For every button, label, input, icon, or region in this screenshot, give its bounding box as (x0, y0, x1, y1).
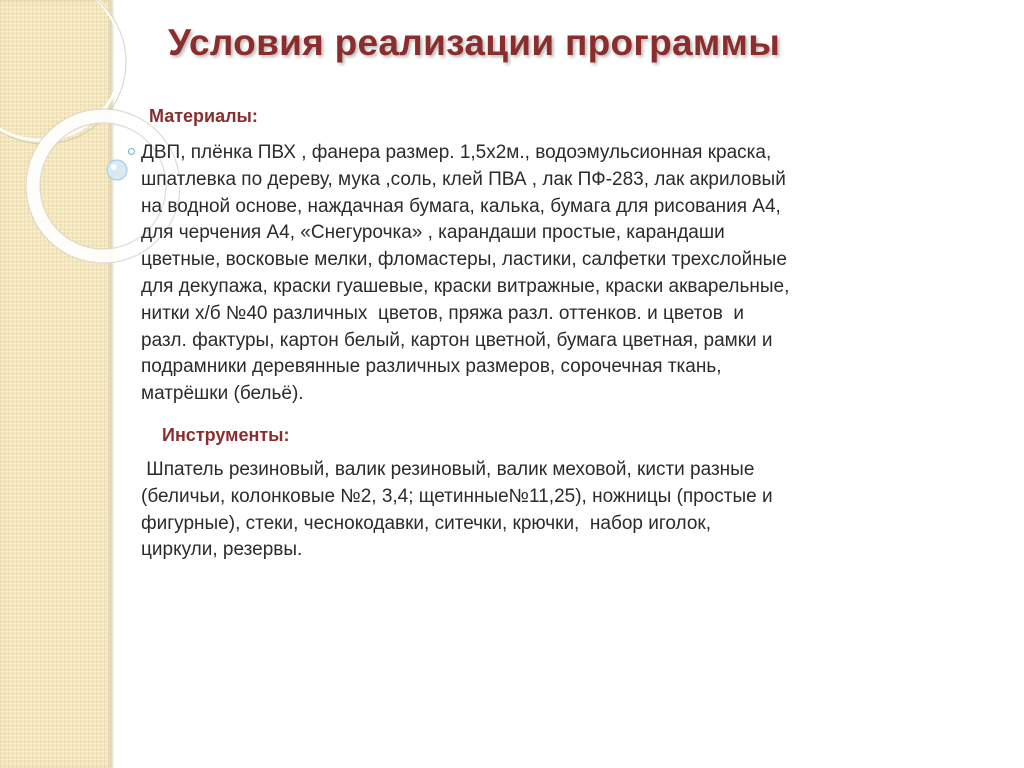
materials-line: подрамники деревянные различных размеров, сорочечная ткань, (141, 356, 722, 378)
materials-line: шпатлевка по дереву, мука ,соль, клей ПВА , лак ПФ-283, лак акриловый (141, 168, 786, 190)
materials-line: для декупажа, краски гуашевые, краски витражные, краски акварельные, (141, 275, 790, 297)
materials-heading: Материалы: (149, 106, 258, 126)
materials-line: на водной основе, наждачная бумага, калька, бумага для рисования А4, (141, 195, 781, 217)
tools-list (141, 457, 991, 564)
materials-line: матрёшки (бельё). (141, 383, 304, 405)
side-panel-edge (110, 0, 114, 768)
materials-line: цветные, восковые мелки, фломастеры, ластики, салфетки трехслойные (141, 249, 787, 271)
materials-list (141, 140, 991, 408)
materials-line: нитки х/б №40 различных цветов, пряжа разл. оттенков. и цветов и (141, 302, 744, 324)
hollow-circle-bullet-icon (128, 148, 135, 155)
materials-line: разл. фактуры, картон белый, картон цветной, бумага цветная, рамки и (141, 329, 773, 351)
slide-title: Условия реализации программы (168, 22, 781, 63)
tools-line: циркули, резервы. (141, 539, 303, 561)
tools-line: (беличьи, колонковые №2, 3,4; щетинные№11,25), ножницы (простые и (141, 485, 773, 507)
materials-line: для черчения А4, «Снегурочка» , карандаши простые, карандаши (141, 222, 725, 244)
tools-line: фигурные), стеки, чеснокодавки, ситечки, крючки, набор иголок, (141, 512, 711, 534)
tools-heading: Инструменты: (162, 425, 290, 445)
materials-line: ДВП, плёнка ПВХ , фанера размер. 1,5х2м., водоэмульсионная краска, (141, 142, 772, 163)
side-panel (0, 0, 112, 768)
tools-line: Шпатель резиновый, валик резиновый, валик меховой, кисти разные (141, 459, 755, 480)
